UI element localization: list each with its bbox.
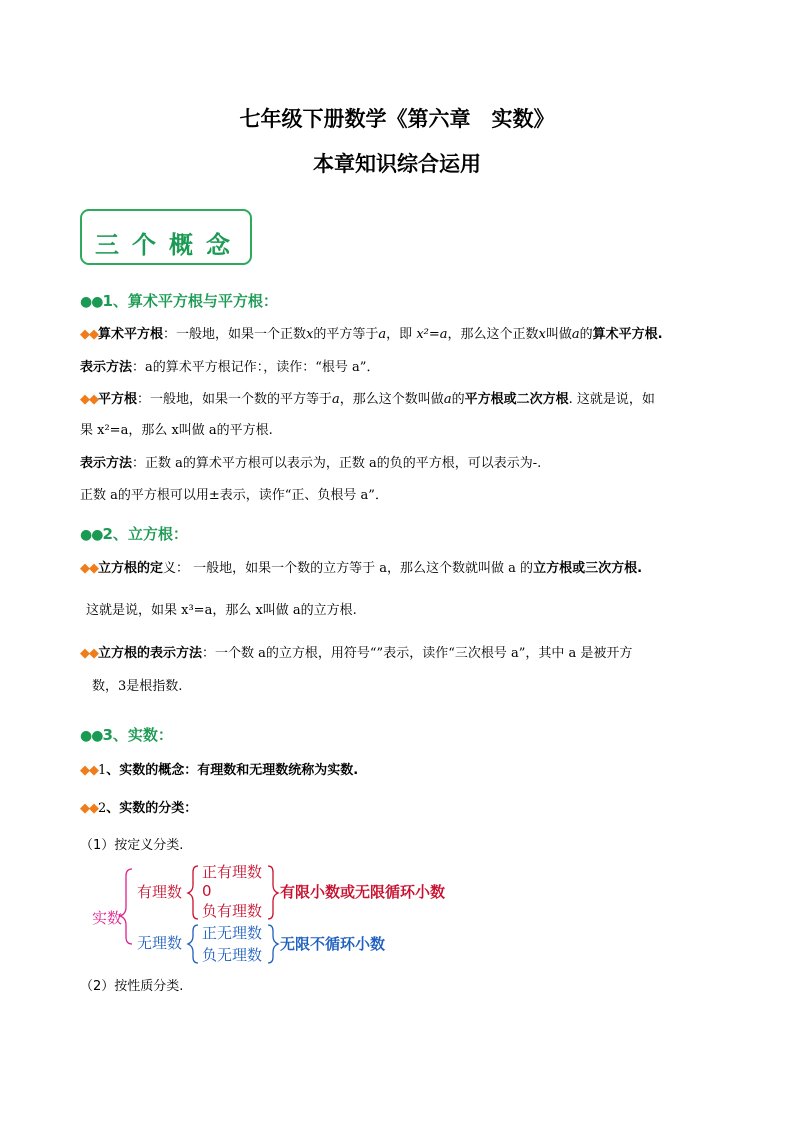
tree-rational: 有理数 xyxy=(137,883,183,901)
section-box-label: 三个概念 xyxy=(95,231,243,259)
s1-paragraph-3-cont: 果 x²=a，那么 x叫做 a的平方根. xyxy=(80,423,273,438)
s1-paragraph-5: 正数 a的平方根可以用±表示，读作“正、负根号 a”． xyxy=(80,488,388,503)
document-title: 七年级下册数学《第六章 实数》 xyxy=(239,107,555,131)
tree-rational-note: 有限小数或无限循环小数 xyxy=(280,883,446,901)
diamond-bullet-icon: ◆◆ xyxy=(80,327,98,342)
bullet-dots-icon: ●● xyxy=(80,527,103,543)
tree-irrational: 无理数 xyxy=(137,934,183,952)
diamond-bullet-icon: ◆◆ xyxy=(80,392,98,407)
root-brace-icon xyxy=(120,869,132,944)
s2-paragraph-2: 这就是说，如果 x³=a，那么 x叫做 a的立方根. xyxy=(86,603,357,618)
classification-by-definition: （1）按定义分类. xyxy=(80,838,184,853)
diamond-bullet-icon: ◆◆ xyxy=(80,561,98,576)
tree-irrational-child-2: 负无理数 xyxy=(202,946,263,964)
s3-paragraph-1: ◆◆1、实数的概念：有理数和无理数统称为实数. xyxy=(80,763,359,778)
bullet-dots-icon: ●● xyxy=(80,728,103,744)
s2-paragraph-3: ◆◆立方根的表示方法：一个数 a的立方根，用符号“”表示，读作“三次根号 a”，其中 a 是被开方 xyxy=(80,646,633,661)
diamond-bullet-icon: ◆◆ xyxy=(80,763,98,778)
s1-paragraph-1: ◆◆算术平方根：一般地，如果一个正数x的平方等于a，即 x²=a，那么这个正数x叫做a的算术平方根. xyxy=(80,327,663,342)
s3-paragraph-2: ◆◆2、实数的分类： xyxy=(80,801,198,816)
section-heading-1: ●●1、算术平方根与平方根： xyxy=(80,292,278,310)
tree-rational-child-1: 正有理数 xyxy=(202,863,263,881)
s2-paragraph-1: ◆◆立方根的定义： 一般地，如果一个数的立方等于 a，那么这个数就叫做 a 的立方根或三次方根. xyxy=(80,561,643,576)
s1-paragraph-4: 表示方法：正数 a的算术平方根可以表示为，正数 a的负的平方根，可以表示为-. xyxy=(80,456,542,471)
s1-paragraph-2: 表示方法：a的算术平方根记作：，读作：“根号 a”． xyxy=(80,360,380,375)
tree-root: 实数 xyxy=(92,909,123,927)
document-subtitle: 本章知识综合运用 xyxy=(313,152,481,176)
section-heading-3: ●●3、实数： xyxy=(80,726,173,744)
s1-paragraph-3: ◆◆平方根：一般地，如果一个数的平方等于a，那么这个数叫做a的平方根或二次方根. 这就是说，如 xyxy=(80,392,655,407)
bullet-dots-icon: ●● xyxy=(80,294,103,310)
tree-rational-child-2: 0 xyxy=(202,882,212,900)
rational-brace-icon xyxy=(188,866,198,919)
classification-by-property: （2）按性质分类. xyxy=(80,979,184,994)
diamond-bullet-icon: ◆◆ xyxy=(80,801,98,816)
tree-irrational-note: 无限不循环小数 xyxy=(280,935,386,953)
tree-irrational-child-1: 正无理数 xyxy=(202,924,263,942)
irrational-note-brace-icon xyxy=(268,925,278,963)
section-heading-2: ●●2、立方根： xyxy=(80,525,188,543)
s2-paragraph-3-cont: 数，3是根指数. xyxy=(92,679,183,694)
rational-note-brace-icon xyxy=(268,866,278,919)
tree-rational-child-3: 负有理数 xyxy=(202,902,263,920)
irrational-brace-icon xyxy=(188,925,198,963)
diamond-bullet-icon: ◆◆ xyxy=(80,646,98,661)
